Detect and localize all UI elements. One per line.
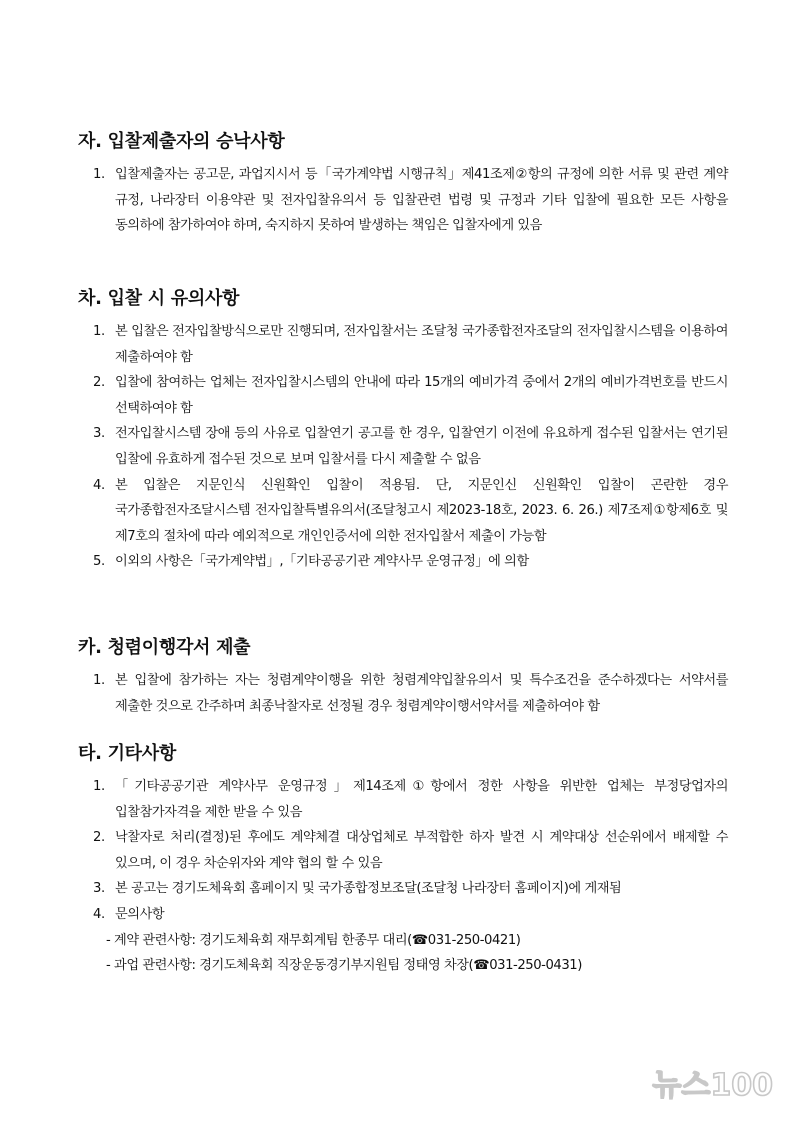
item-list — [78, 668, 728, 719]
section-bidder-consent — [78, 130, 728, 239]
section-heading: 자. 입찰제출자의 승낙사항 — [78, 131, 285, 152]
list-item — [78, 902, 728, 928]
list-item — [78, 774, 728, 825]
item-list — [78, 319, 728, 575]
item-text: 본 입찰에 참가하는 자는 청렴계약이행을 위한 청렴계약입찰유의서 및 특수조건을 준수하겠다는 서약서를 제출한 것으로 간주하며 최종낙찰자로 선정될 경우 청렴계약이행서약서를 제출하여야 함 — [115, 673, 728, 714]
item-number: 1. — [93, 167, 105, 182]
item-text: 전자입찰시스템 장애 등의 사유로 입찰연기 공고를 한 경우, 입찰연기 이전에 유요하게 접수된 입찰서는 연기된 입찰에 유효하게 접수된 것으로 보며 입찰서를 다시 제출할 수 없음 — [115, 426, 728, 467]
list-item — [78, 876, 728, 902]
item-number: 3. — [93, 426, 105, 442]
item-number: 4. — [93, 906, 105, 922]
item-text: 낙찰자로 처리(결정)된 후에도 계약체결 대상업체로 부적합한 하자 발견 시 계약대상 선순위에서 배제할 수 있으며, 이 경우 차순위자와 계약 협의 할 수 있음 — [115, 830, 728, 871]
contact-item: - 계약 관련사항: 경기도체육회 재무회계팀 한종무 대리(☎031-250-0421) — [106, 932, 521, 948]
item-number: 2. — [93, 830, 105, 846]
item-text: 본 공고는 경기도체육회 홈페이지 및 국가종합정보조달(조달청 나라장터 홈페이지)에 게재됨 — [115, 881, 622, 897]
item-text: 본 입찰은 지문인식 신원확인 입찰이 적용됨. 단, 지문인신 신원확인 입찰이 곤란한 경우 국가종합전자조달시스템 전자입찰특별유의서(조달청고시 제2023-18호, 2023. 6. 26.) 제7조제①항제6호 및 제7호의 절차에 따라 예외적으로 개인인증서에 의한 전자입찰서 제출이 가능함 — [115, 477, 728, 544]
section-miscellaneous — [78, 742, 728, 979]
list-item — [78, 473, 728, 550]
item-number: 1. — [93, 779, 105, 794]
item-text: 이외의 사항은「국가계약법」,「기타공공기관 계약사무 운영규정」에 의함 — [115, 554, 529, 570]
news100-watermark-logo — [635, 1063, 775, 1103]
item-list — [78, 162, 728, 239]
section-heading: 타. 기타사항 — [78, 743, 176, 764]
item-number: 3. — [93, 881, 105, 897]
list-item — [78, 162, 728, 239]
item-number: 1. — [93, 673, 105, 688]
list-item — [78, 825, 728, 876]
list-item — [78, 549, 728, 575]
contact-list — [78, 928, 728, 979]
item-number: 4. — [93, 477, 105, 493]
section-integrity-pledge — [78, 636, 728, 719]
list-item — [78, 319, 728, 370]
item-text: 「기타공공기관 계약사무 운영규정」제14조제①항에서 정한 사항을 위반한 업체는 부정당업자의 입찰참가자격을 제한 받을 수 있음 — [115, 779, 728, 820]
item-text: 입찰에 참여하는 업체는 전자입찰시스템의 안내에 따라 15개의 예비가격 중에서 2개의 예비가격번호를 반드시 선택하여야 함 — [115, 375, 728, 416]
section-bid-precautions — [78, 287, 728, 575]
section-heading: 카. 청렴이행각서 제출 — [78, 637, 251, 658]
item-number: 1. — [93, 324, 105, 339]
item-text: 본 입찰은 전자입찰방식으로만 진행되며, 전자입찰서는 조달청 국가종합전자조달의 전자입찰시스템을 이용하여 제출하여야 함 — [115, 324, 728, 365]
contact-item: - 과업 관련사항: 경기도체육회 직장운동경기부지원팀 정태영 차장(☎031-250-0431) — [106, 958, 582, 974]
item-number: 5. — [93, 554, 105, 570]
watermark-text: 뉴스100 — [652, 1068, 773, 1103]
list-item — [78, 668, 728, 719]
item-text: 문의사항 — [115, 906, 165, 922]
item-number: 2. — [93, 375, 105, 391]
section-heading: 차. 입찰 시 유의사항 — [78, 288, 240, 309]
list-item — [78, 421, 728, 472]
item-text: 입찰제출자는 공고문, 과업지시서 등「국가계약법 시행규칙」제41조제②항의 규정에 의한 서류 및 관련 계약 규정, 나라장터 이용약관 및 전자입찰유의서 등 입찰관련 법령 및 규정과 기타 입찰에 필요한 모든 사항을 동의하에 참가하여야 하며, 숙지하지 못하여 발생하는 책임은 입찰자에게 있음 — [115, 167, 728, 234]
list-item — [78, 370, 728, 421]
item-list — [78, 774, 728, 928]
